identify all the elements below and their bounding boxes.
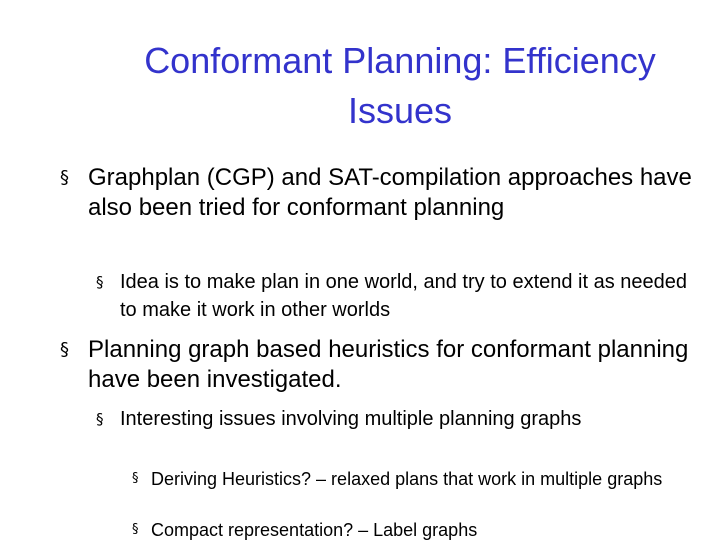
sub-sub-bullet-deriving-heuristics (132, 467, 712, 491)
bullet-marker-icon: § (132, 471, 139, 486)
bullet-graphplan-sat (60, 163, 700, 223)
bullet-text: Compact representation? – Label graphs (151, 520, 478, 540)
bullet-marker-icon: § (96, 410, 104, 428)
sub-bullet-interesting-issues (96, 405, 706, 433)
bullet-text: Graphplan (CGP) and SAT-compilation approaches have also been tried for conformant planning (88, 164, 692, 221)
sub-sub-bullet-compact-representation (132, 518, 712, 542)
bullet-marker-icon: § (60, 339, 69, 360)
sub-bullet-idea (96, 268, 706, 324)
bullet-marker-icon: § (96, 273, 104, 291)
bullet-marker-icon: § (132, 522, 139, 537)
bullet-marker-icon: § (60, 167, 69, 188)
bullet-text: Planning graph based heuristics for conformant planning have been investigated. (88, 336, 689, 393)
bullet-text: Interesting issues involving multiple planning graphs (120, 408, 582, 430)
slide-title-line-2: Issues (347, 90, 453, 131)
bullet-text: Deriving Heuristics? – relaxed plans that work in multiple graphs (151, 469, 663, 489)
slide-title-line-1: Conformant Planning: Efficiency (144, 40, 656, 81)
bullet-text: Idea is to make plan in one world, and try to extend it as needed to make it work in other worlds (120, 271, 688, 321)
bullet-planning-graph-heuristics (60, 335, 700, 395)
slide-title (80, 36, 720, 136)
